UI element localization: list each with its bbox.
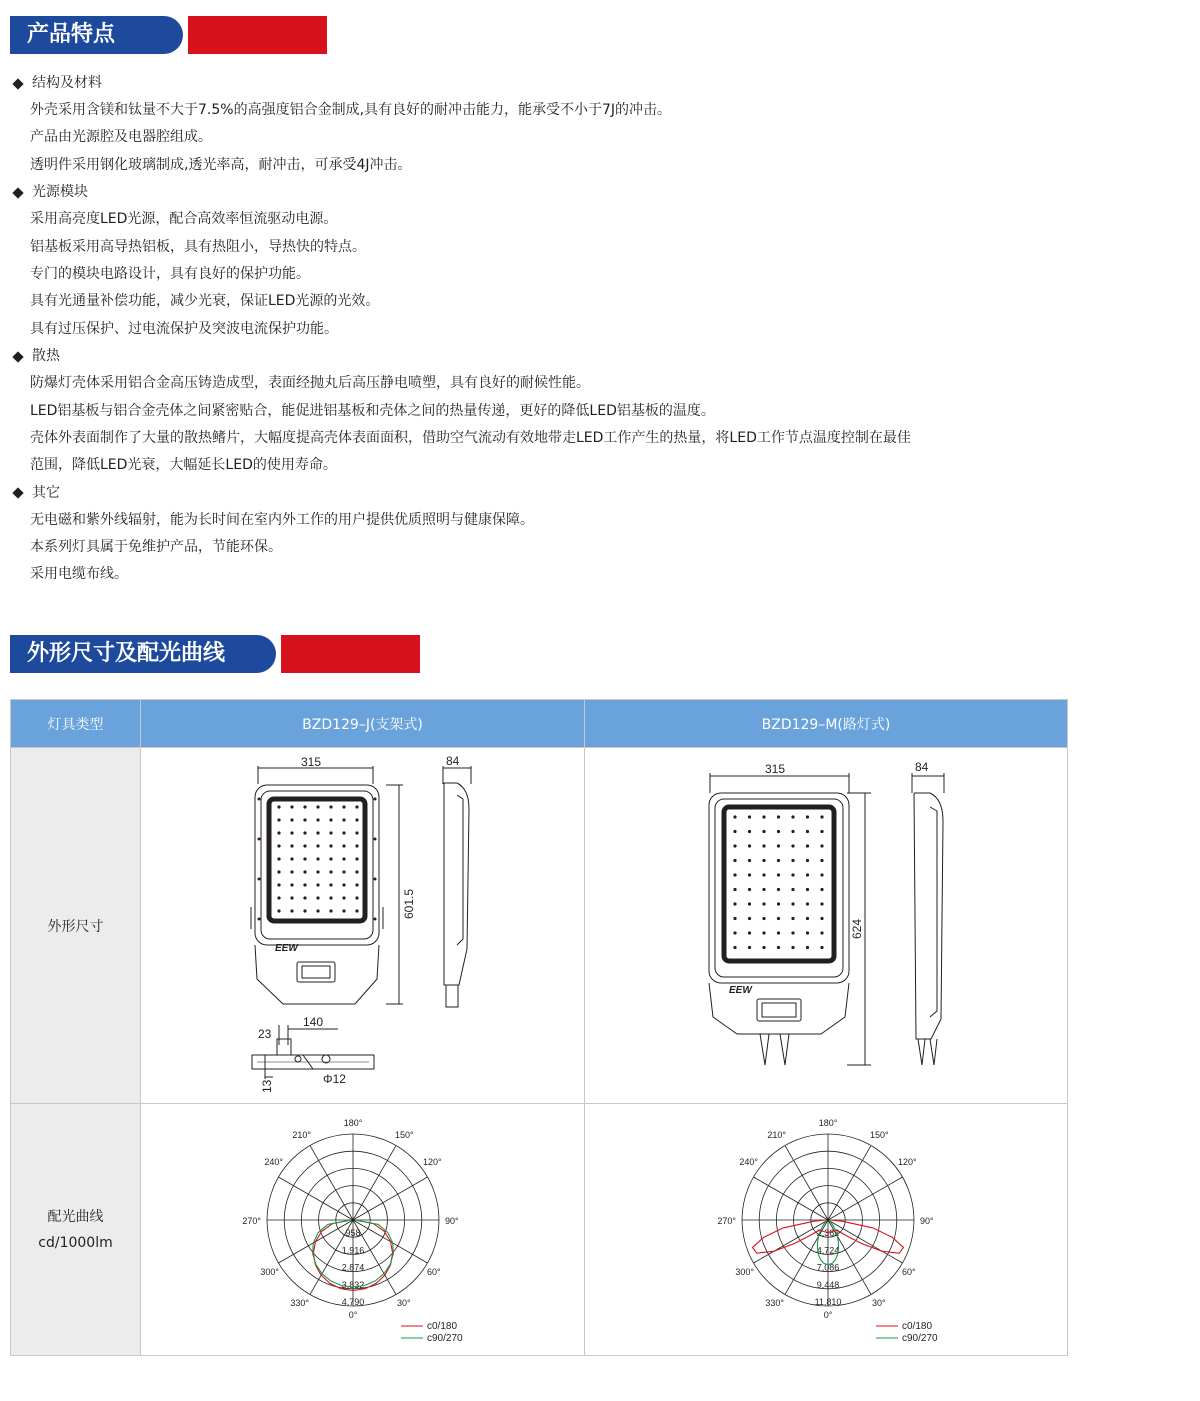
polar-ring-label: 7,086 (816, 1262, 840, 1273)
table-row-curves (11, 1104, 1068, 1356)
feature-line: 范围，降低LED光衰，大幅延长LED的使用寿命。 (30, 457, 337, 474)
legend-c90: c90/270 (427, 1332, 463, 1344)
table-header-row (11, 700, 1068, 748)
legend-c0: c0/180 (902, 1320, 933, 1332)
polar-angle-label: 270° (242, 1215, 261, 1226)
polar-angle-label: 180° (343, 1117, 363, 1128)
header-col-j: BZD129–J(支架式) (141, 700, 585, 748)
diamond-bullet-icon (12, 351, 23, 362)
polar-angle-label: 330° (290, 1297, 309, 1308)
polar-angle-label: 210° (767, 1129, 786, 1140)
dim-bracket-offset: 23 (258, 1026, 272, 1041)
polar-ring-label: 2,362 (816, 1227, 840, 1238)
dim-height-label: 601.5 (402, 888, 416, 919)
polar-ring-label: 9,448 (816, 1279, 840, 1290)
dimension-drawing-j (141, 749, 583, 1103)
polar-angle-label: 240° (739, 1156, 758, 1167)
dim-width-label: 315 (301, 754, 322, 769)
legend-c0: c0/180 (427, 1320, 458, 1332)
polar-ring-label: 3,832 (341, 1279, 365, 1290)
feature-line: 本系列灯具属于免维护产品，节能环保。 (30, 539, 282, 556)
brand-logo: EEW (275, 942, 298, 954)
dim-depth-label: 84 (915, 759, 929, 774)
polar-chart-m-cell (585, 1104, 1068, 1356)
feature-line: 透明件采用钢化玻璃制成,透光率高，耐冲击，可承受4J冲击。 (30, 156, 412, 173)
feature-line: 采用高亮度LED光源，配合高效率恒流驱动电源。 (30, 211, 338, 228)
feature-group-title: 散热 (12, 343, 1182, 370)
feature-group-title: 结构及材料 (12, 70, 1182, 97)
diamond-bullet-icon (12, 187, 23, 198)
polar-angle-label: 60° (427, 1266, 441, 1277)
polar-ring-label: 1,916 (341, 1244, 365, 1255)
polar-angle-label: 300° (260, 1266, 279, 1277)
polar-angle-label: 180° (818, 1117, 838, 1128)
polar-angle-label: 120° (898, 1156, 917, 1167)
feature-line: 专门的模块电路设计，具有良好的保护功能。 (30, 265, 310, 282)
dim-bracket-width: 140 (303, 1014, 324, 1029)
row-label-dimensions: 外形尺寸 (11, 748, 141, 1104)
header-label: 灯具类型 (11, 700, 141, 748)
section-banner-dimensions (10, 635, 420, 673)
dim-height-label: 624 (850, 918, 864, 939)
feature-line: 防爆灯壳体采用铝合金高压铸造成型，表面经抛丸后高压静电喷塑，具有良好的耐候性能。 (30, 375, 590, 392)
dimension-drawing-m (585, 749, 1067, 1103)
curve-label: 配光曲线 (47, 1208, 104, 1225)
feature-line: 产品由光源腔及电器腔组成。 (30, 129, 212, 146)
dim-width-label: 315 (765, 761, 786, 776)
feature-line: 采用电缆布线。 (30, 566, 128, 583)
diamond-bullet-icon (12, 78, 23, 89)
section-banner-features (10, 16, 327, 54)
feature-line: 壳体外表面制作了大量的散热鳍片，大幅度提高壳体表面面积，借助空气流动有效地带走LED工作产生的热量，将LED工作节点温度控制在最佳 (30, 429, 911, 446)
polar-angle-label: 0° (348, 1309, 358, 1320)
feature-line: 具有过压保护、过电流保护及突波电流保护功能。 (30, 320, 338, 337)
feature-line: 铝基板采用高导热铝板，具有热阻小，导热快的特点。 (30, 238, 366, 255)
row-label-curves (11, 1104, 141, 1356)
section-title: 外形尺寸及配光曲线 (10, 635, 276, 673)
table-row-dimensions (11, 748, 1068, 1104)
feature-group-title: 其它 (12, 480, 1182, 507)
polar-chart-m (585, 1105, 1067, 1355)
dim-bracket-thickness: 13 (260, 1079, 274, 1093)
legend-c90: c90/270 (902, 1332, 938, 1344)
polar-angle-label: 300° (735, 1266, 754, 1277)
feature-line: 外壳采用含镁和钛量不大于7.5%的高强度铝合金制成,具有良好的耐冲击能力，能承受不小于7J的冲击。 (30, 102, 672, 118)
brand-logo: EEW (729, 984, 752, 996)
feature-line: 无电磁和紫外线辐射，能为长时间在室内外工作的用户提供优质照明与健康保障。 (30, 511, 534, 528)
polar-angle-label: 270° (717, 1215, 736, 1226)
dim-hole-label: Φ12 (323, 1071, 346, 1086)
banner-red-bar (188, 16, 327, 54)
polar-ring-label: 958 (345, 1227, 361, 1238)
polar-angle-label: 0° (823, 1309, 833, 1320)
diamond-bullet-icon (12, 488, 23, 499)
polar-angle-label: 60° (902, 1266, 916, 1277)
polar-chart-j (141, 1105, 583, 1355)
banner-red-bar (281, 635, 420, 673)
curve-unit: cd/1000lm (38, 1234, 113, 1251)
header-col-m: BZD129–M(路灯式) (585, 700, 1068, 748)
polar-angle-label: 330° (765, 1297, 784, 1308)
polar-angle-label: 150° (870, 1129, 889, 1140)
feature-group-title: 光源模块 (12, 179, 1182, 206)
feature-line: LED铝基板与铝合金壳体之间紧密贴合，能促进铝基板和壳体之间的热量传递，更好的降低LED铝基板的温度。 (30, 402, 715, 419)
spec-table (10, 699, 1068, 1356)
polar-angle-label: 210° (292, 1129, 311, 1140)
polar-angle-label: 240° (264, 1156, 283, 1167)
dim-drawing-m-cell (585, 748, 1068, 1104)
polar-angle-label: 90° (445, 1215, 459, 1226)
polar-angle-label: 120° (423, 1156, 442, 1167)
polar-ring-label: 11,810 (814, 1296, 842, 1307)
polar-chart-j-cell (141, 1104, 585, 1356)
feature-line: 具有光通量补偿功能，减少光衰，保证LED光源的光效。 (30, 293, 380, 310)
feature-list (12, 70, 1182, 589)
polar-angle-label: 30° (397, 1297, 411, 1308)
dim-drawing-j-cell (141, 748, 585, 1104)
polar-ring-label: 2,874 (341, 1262, 365, 1273)
polar-ring-label: 4,790 (341, 1296, 365, 1307)
polar-angle-label: 90° (920, 1215, 934, 1226)
section-title: 产品特点 (10, 16, 183, 54)
polar-angle-label: 30° (872, 1297, 886, 1308)
polar-ring-label: 4,724 (816, 1244, 840, 1255)
polar-angle-label: 150° (395, 1129, 414, 1140)
dim-depth-label: 84 (446, 753, 460, 768)
